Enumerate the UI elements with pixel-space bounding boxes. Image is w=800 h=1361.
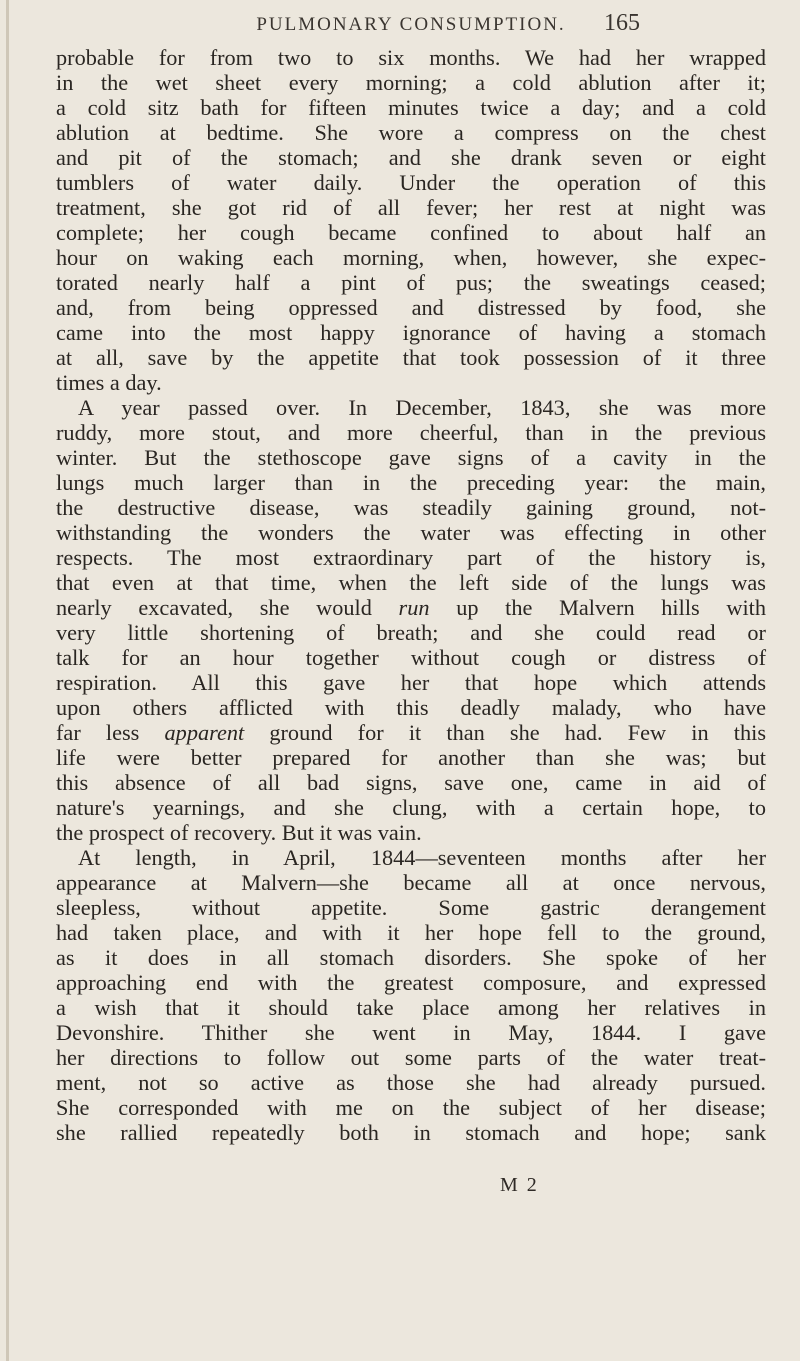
text-line: treatment, she got rid of all fever; her rest at night was (56, 195, 766, 220)
text-line: ment, not so active as those she had already pursued. (56, 1070, 766, 1095)
text-segment: ground for it than she had. Few in this (244, 720, 767, 745)
page-number: 165 (604, 10, 640, 36)
body-text (56, 45, 766, 1145)
text-line: torated nearly half a pint of pus; the sweatings ceased; (56, 270, 766, 295)
italic-word: run (398, 595, 430, 620)
text-line: Devonshire. Thither she went in May, 1844. I gave (56, 1020, 766, 1045)
text-line: probable for from two to six months. We had her wrapped (56, 45, 766, 70)
text-line: lungs much larger than in the preceding year: the main, (56, 470, 766, 495)
text-line: approaching end with the greatest composure, and expressed (56, 970, 766, 995)
italic-word: apparent (164, 720, 245, 745)
text-segment: up the Malvern hills with (429, 595, 766, 620)
text-line: this absence of all bad signs, save one, came in aid of (56, 770, 766, 795)
text-line: as it does in all stomach disorders. She spoke of her (56, 945, 766, 970)
text-line: ruddy, more stout, and more cheerful, than in the previous (56, 420, 766, 445)
text-line: upon others afflicted with this deadly malady, who have (56, 695, 766, 720)
text-line: came into the most happy ignorance of having a stomach (56, 320, 766, 345)
text-line: A year passed over. In December, 1843, she was more (78, 395, 766, 420)
text-line: She corresponded with me on the subject of her disease; (56, 1095, 766, 1120)
running-head (52, 8, 770, 42)
text-line: at all, save by the appetite that took possession of it three (56, 345, 766, 370)
signature-mark: M 2 (500, 1174, 539, 1196)
text-line: the prospect of recovery. But it was vain. (56, 820, 422, 845)
text-line: life were better prepared for another than she was; but (56, 745, 766, 770)
text-line: had taken place, and with it her hope fell to the ground, (56, 920, 766, 945)
text-line: withstanding the wonders the water was effecting in other (56, 520, 766, 545)
text-line: and, from being oppressed and distressed by food, she (56, 295, 766, 320)
running-head-title: PULMONARY CONSUMPTION. (256, 14, 566, 35)
text-line: that even at that time, when the left side of the lungs was (56, 570, 766, 595)
text-segment: far less (56, 720, 165, 745)
text-line: hour on waking each morning, when, however, she expec- (56, 245, 766, 270)
text-segment: nearly excavated, she would (56, 595, 399, 620)
text-line: appearance at Malvern—she became all at once nervous, (56, 870, 766, 895)
text-line-with-italic (56, 720, 766, 745)
text-line: very little shortening of breath; and she could read or (56, 620, 766, 645)
text-line: and pit of the stomach; and she drank seven or eight (56, 145, 766, 170)
text-line: respiration. All this gave her that hope which attends (56, 670, 766, 695)
text-line: At length, in April, 1844—seventeen months after her (78, 845, 766, 870)
binding-gutter (6, 0, 9, 1361)
text-line: ablution at bedtime. She wore a compress on the chest (56, 120, 766, 145)
text-line: nature's yearnings, and she clung, with a certain hope, to (56, 795, 766, 820)
text-line: winter. But the stethoscope gave signs of a cavity in the (56, 445, 766, 470)
text-line: times a day. (56, 370, 162, 395)
text-line-with-italic (56, 595, 766, 620)
text-line: respects. The most extraordinary part of the history is, (56, 545, 766, 570)
text-line: sleepless, without appetite. Some gastric derangement (56, 895, 766, 920)
text-line: talk for an hour together without cough or distress of (56, 645, 766, 670)
text-line: in the wet sheet every morning; a cold ablution after it; (56, 70, 766, 95)
text-line: a wish that it should take place among her relatives in (56, 995, 766, 1020)
text-line: tumblers of water daily. Under the operation of this (56, 170, 766, 195)
text-line: a cold sitz bath for fifteen minutes twice a day; and a cold (56, 95, 766, 120)
text-line: the destructive disease, was steadily gaining ground, not- (56, 495, 766, 520)
text-line: her directions to follow out some parts of the water treat- (56, 1045, 766, 1070)
text-line: she rallied repeatedly both in stomach and hope; sank (56, 1120, 766, 1145)
text-line: complete; her cough became confined to about half an (56, 220, 766, 245)
